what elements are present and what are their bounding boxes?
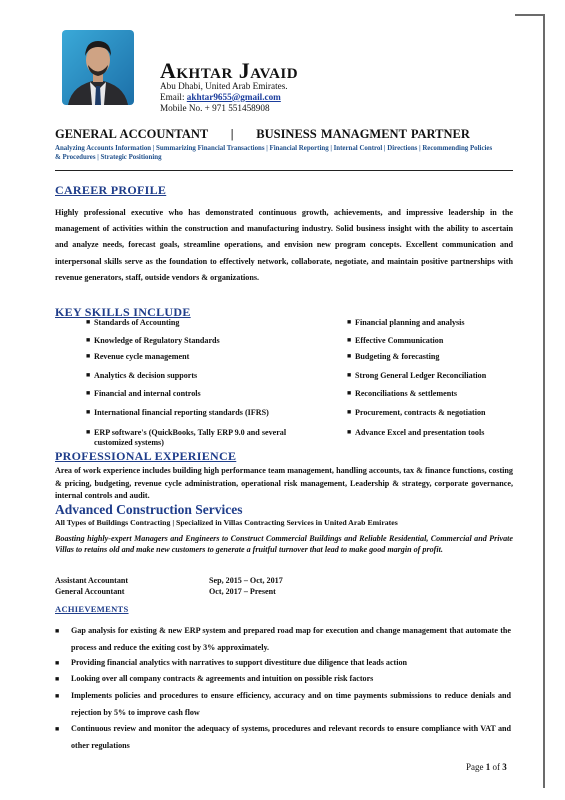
skill-item: ■ Financial planning and analysis: [347, 318, 465, 327]
company-subtitle: All Types of Buildings Contracting | Specialized in Villas Contracting Services in United Arab Emirates: [55, 518, 398, 527]
headline-tags: Analyzing Accounts Information | Summarizing Financial Transactions | Financial Reporting | Internal Control | Directions | Recommending Policies & Procedures | Strategic Positioning: [55, 145, 493, 161]
role-title: Assistant Accountant: [55, 576, 129, 585]
skill-item: ■ Reconciliations & settlements: [347, 389, 458, 398]
candidate-name: Akhtar Javaid: [160, 58, 299, 83]
achievement-item: ■ Implements policies and procedures to ensure efficiency, accuracy and on time payments submissions to reduce denials and rejection by 5% to improve cash flow: [55, 691, 511, 717]
contact-block: [160, 81, 288, 113]
achievement-item: ■ Gap analysis for existing & new ERP system and prepared road map for execution and change management that automate the process and reduce the exiting cost by 3% approximately.: [55, 626, 511, 652]
key-skills-heading: KEY SKILLS INCLUDE: [55, 305, 191, 319]
role-dates: Sep, 2015 – Oct, 2017: [209, 576, 283, 585]
profile-photo: [62, 30, 134, 105]
career-profile-heading: CAREER PROFILE: [55, 183, 167, 197]
skill-item: ■ International financial reporting standards (IFRS): [86, 408, 269, 417]
achievement-item: ■ Looking over all company contracts & agreements and intuition on possible risk factors: [55, 674, 374, 683]
mobile: Mobile No. + 971 551458908: [160, 102, 270, 113]
skill-item: ■ Revenue cycle management: [86, 352, 190, 361]
skill-item: ■ Financial and internal controls: [86, 389, 201, 398]
skill-item: ■ Effective Communication: [347, 336, 444, 345]
headline-title-left: GENERAL ACCOUNTANT: [55, 127, 208, 141]
role-title: General Accountant: [55, 587, 125, 596]
skill-item: ■ Budgeting & forecasting: [347, 352, 440, 361]
achievements-heading: ACHIEVEMENTS: [55, 604, 129, 614]
headline-separator: |: [230, 127, 234, 141]
achievement-item: ■ Continuous review and monitor the adequacy of systems, procedures and relevant records to ensure compliance with VAT and other regulations: [55, 724, 511, 750]
email-link[interactable]: akhtar9655@gmail.com: [186, 91, 281, 102]
skill-item: ■ Advance Excel and presentation tools: [347, 428, 485, 437]
page-border-top: [515, 14, 545, 16]
company-description: Boasting highly-expert Managers and Engineers to Construct Commercial Buildings and Reliable Residential, Commercial and Private Villas to retains old and make new customers to generate a fruitful turnover that lead to make good margin of profit.: [55, 534, 513, 554]
skill-item: ■ Standards of Accounting: [86, 318, 180, 327]
page-number: Page 1 of 3: [466, 762, 507, 772]
skill-item: ■ Analytics & decision supports: [86, 371, 198, 380]
headline-title-right: BUSINESS MANAGMENT PARTNER: [256, 127, 470, 141]
skill-item: ■ Knowledge of Regulatory Standards: [86, 336, 220, 345]
headline: [55, 127, 470, 142]
achievement-item: ■ Providing financial analytics with narratives to support divestiture due diligence that leads action: [55, 658, 408, 667]
email-line: [160, 92, 288, 103]
role-dates: Oct, 2017 – Present: [209, 587, 276, 596]
email-label: Email:: [160, 91, 185, 102]
divider: [55, 170, 513, 171]
location: Abu Dhabi, United Arab Emirates.: [160, 81, 288, 91]
company-name: Advanced Construction Services: [55, 502, 243, 517]
page-border: [543, 14, 545, 788]
skill-item: ■ Strong General Ledger Reconciliation: [347, 371, 487, 380]
experience-heading: PROFESSIONAL EXPERIENCE: [55, 449, 237, 463]
skill-item: ■ Procurement, contracts & negotiation: [347, 408, 486, 417]
experience-text: Area of work experience includes building high performance team management, handling accounts, tax & finance functions, costing & pricing, budgeting, revenue cycle administration, operational risk management, Leadership & strategy, corporate governance, internal controls and audit.: [55, 466, 513, 501]
career-profile-text: Highly professional executive who has demonstrated continuous growth, achievements, and impressive leadership in the management of activities within the construction and manufacturing industry. Solid business insight with the ability to ascertain and analyze needs, forecast goals, streamline operations, and envision new program concepts. Excellent communication and interpersonal skills serve as the foundation to effectively network, collaborate, negotiate, and maintain positive partnerships with revenue generators, staff, outside vendors & organizations.: [55, 208, 513, 282]
skill-item: ■ ERP software's (QuickBooks, Tally ERP 9.0 and several customized systems): [86, 428, 287, 447]
